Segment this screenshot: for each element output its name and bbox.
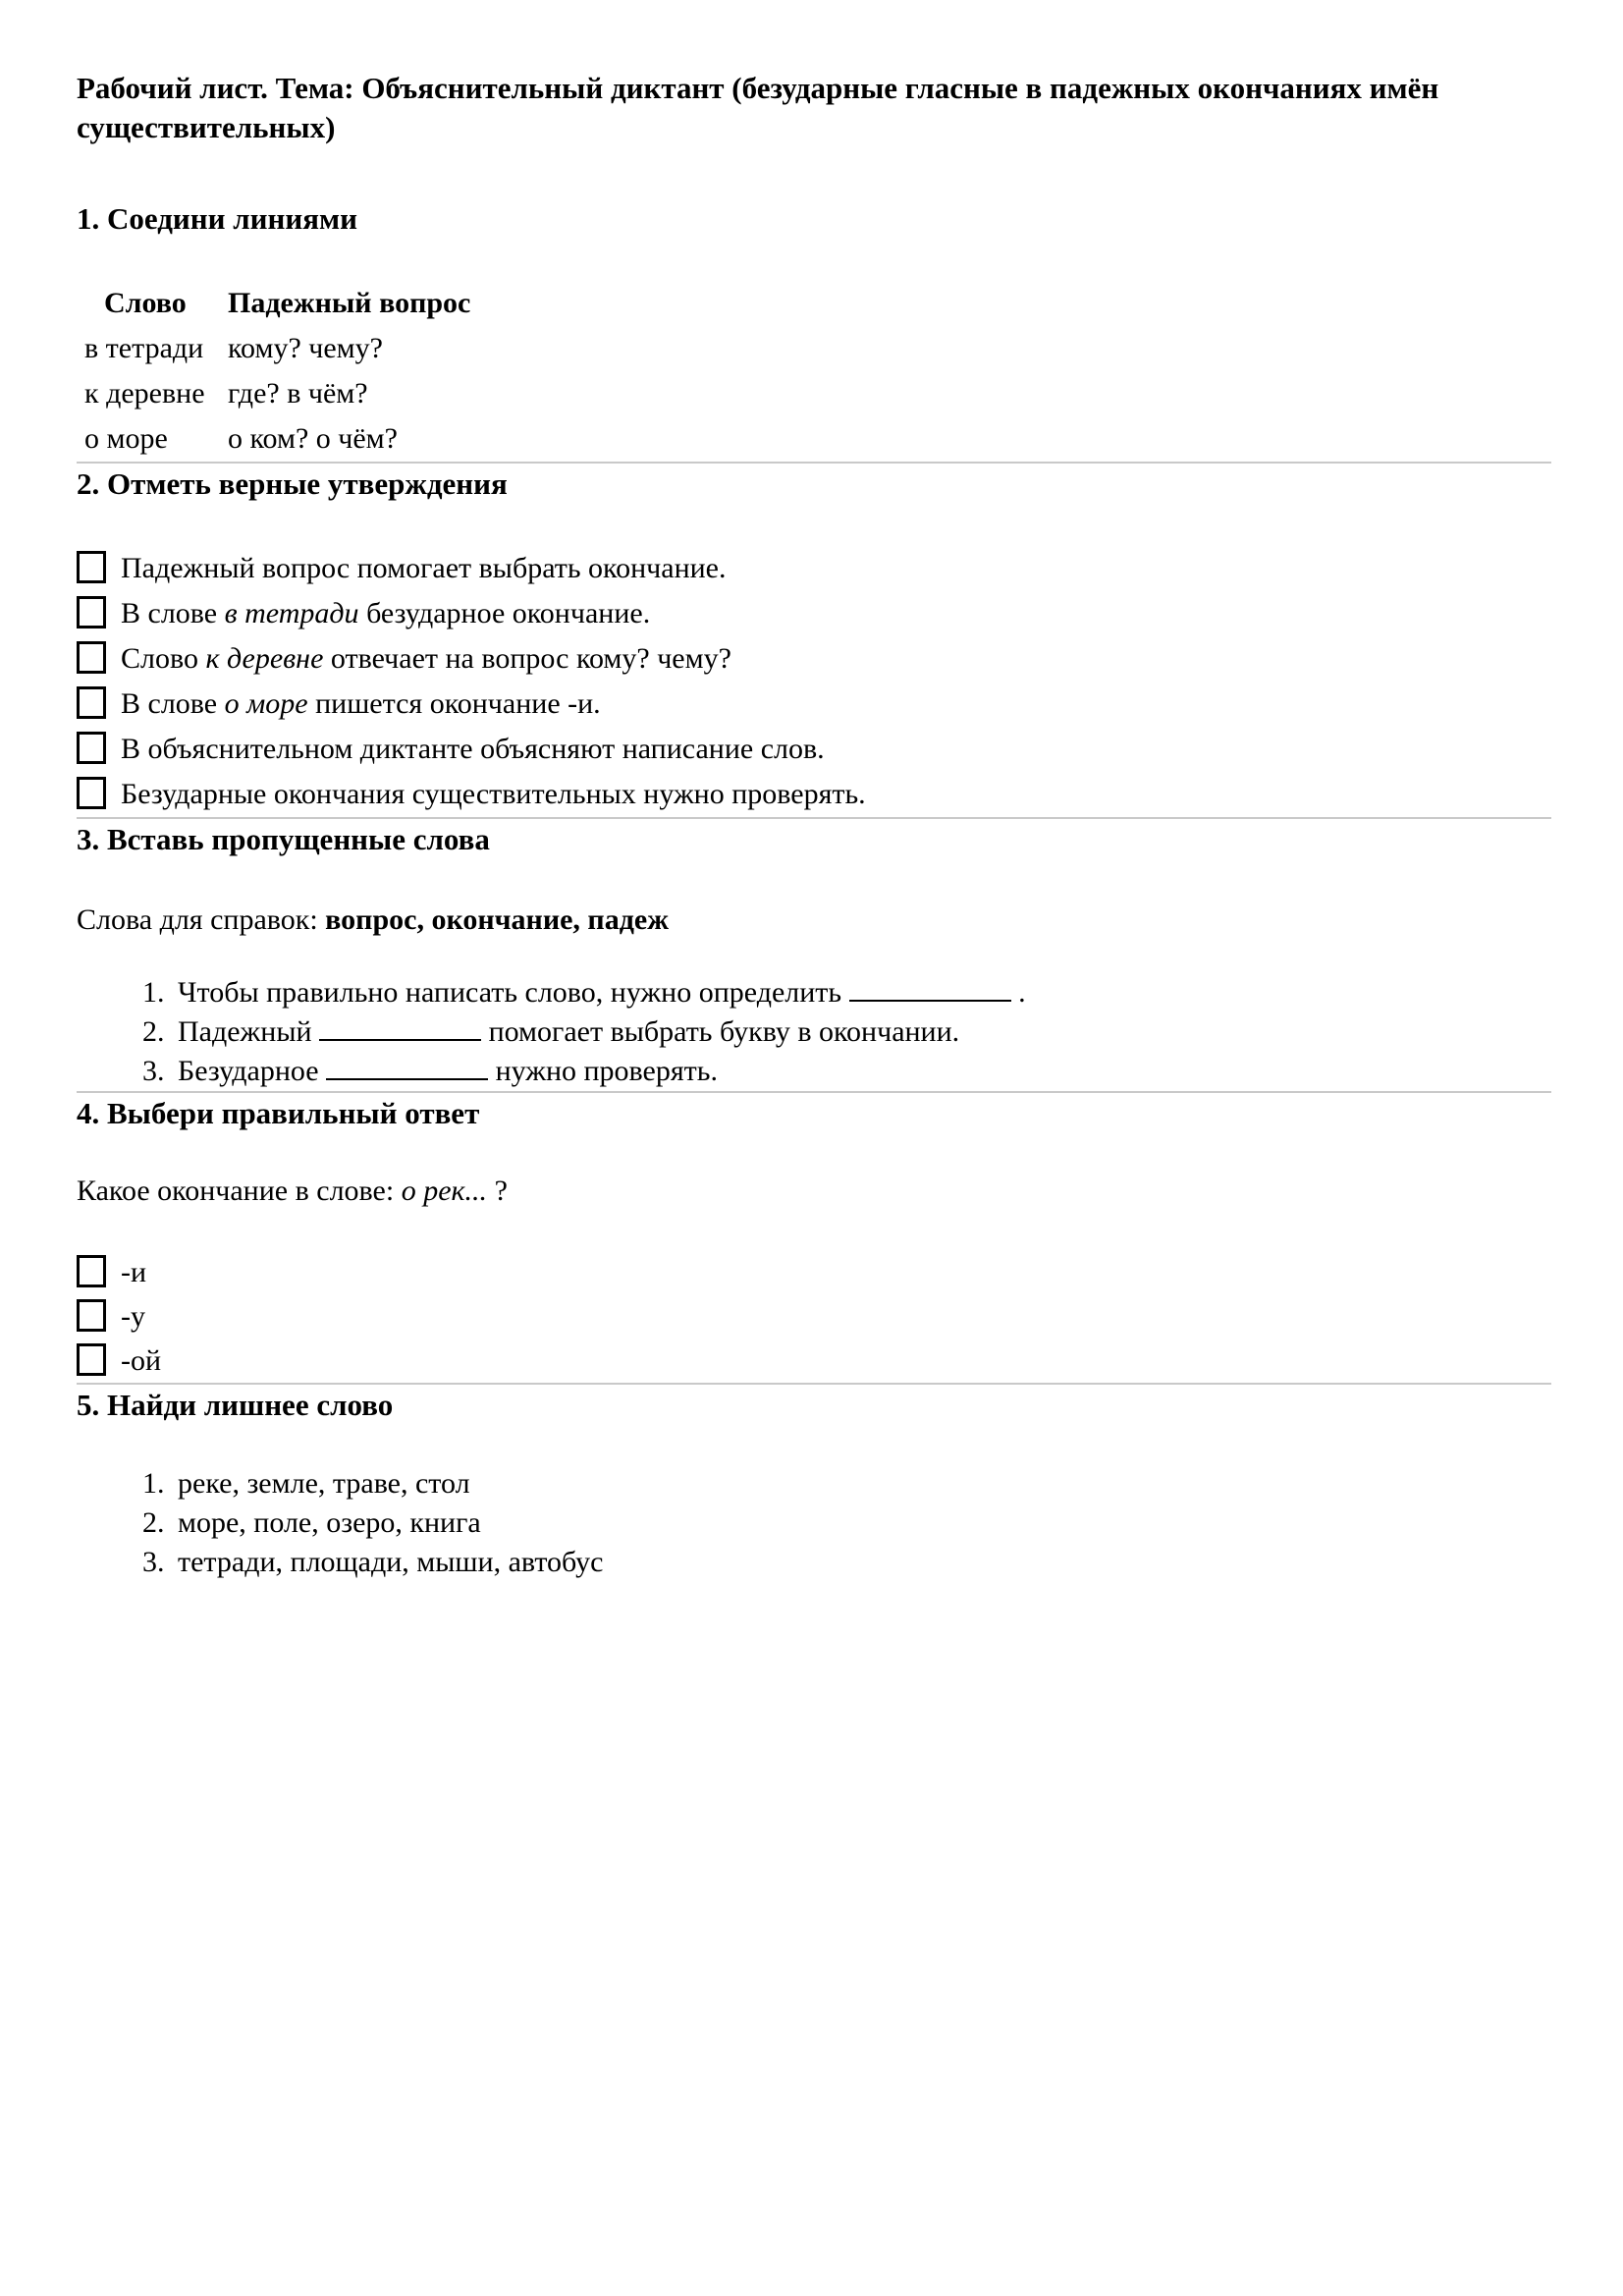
statement-text: В слове	[121, 597, 225, 629]
fill-sentence	[172, 973, 1551, 1012]
section-connect-lines	[77, 198, 1551, 462]
statement-text: Падежный вопрос помогает выбрать окончание.	[121, 552, 727, 584]
section2-heading: 2. Отметь верные утверждения	[77, 466, 508, 501]
question-word-italic: о рек...	[401, 1175, 488, 1207]
fill-in-blank[interactable]	[319, 1014, 481, 1042]
statement-italic: в тетради	[224, 597, 359, 629]
answer-option-row	[77, 1294, 1551, 1339]
section4-heading: 4. Выбери правильный ответ	[77, 1096, 480, 1130]
statement-row	[77, 636, 1551, 682]
match-col2-header: Падежный вопрос	[228, 287, 471, 319]
match-row[interactable]	[84, 416, 1551, 462]
section-fill-words	[77, 819, 1551, 1091]
match-word[interactable]: в тетради	[84, 332, 204, 364]
match-word[interactable]: о море	[84, 422, 168, 455]
checkbox-unchecked-icon[interactable]	[77, 777, 106, 809]
sentence-text: нужно проверять.	[488, 1055, 718, 1087]
answer-option-row	[77, 1250, 1551, 1294]
statement-row	[77, 546, 1551, 591]
checkbox-unchecked-icon[interactable]	[77, 1255, 106, 1287]
page-title: Рабочий лист. Тема: Объяснительный диктант (безударные гласные в падежных окончаниях имён существительных)	[77, 71, 1439, 144]
match-word[interactable]: к деревне	[84, 377, 205, 410]
statement-text: отвечает на вопрос кому? чему?	[323, 642, 731, 675]
question-text: ?	[487, 1175, 508, 1207]
sentence-text: помогает выбрать букву в окончании.	[481, 1015, 960, 1048]
match-question[interactable]: где? в чём?	[228, 377, 368, 410]
reference-words: вопрос, окончание, падеж	[325, 903, 669, 936]
statement-row	[77, 727, 1551, 772]
section3-heading: 3. Вставь пропущенные слова	[77, 822, 490, 856]
statement-text: безударное окончание.	[358, 597, 651, 629]
statement-row	[77, 772, 1551, 817]
match-question[interactable]: кому? чему?	[228, 332, 383, 364]
match-table	[84, 281, 1551, 462]
checkbox-unchecked-icon[interactable]	[77, 551, 106, 583]
checkbox-unchecked-icon[interactable]	[77, 732, 106, 764]
checkbox-unchecked-icon[interactable]	[77, 1299, 106, 1332]
word-groups-list	[77, 1464, 1551, 1582]
match-row[interactable]	[84, 326, 1551, 371]
sentence-text: Безударное	[178, 1055, 327, 1087]
statement-row	[77, 591, 1551, 636]
section-check-statements	[77, 464, 1551, 817]
sentence-text: Чтобы правильно написать слово, нужно определить	[178, 976, 849, 1009]
match-table-header	[84, 281, 1551, 326]
reference-words-label: Слова для справок:	[77, 903, 326, 936]
question-line	[77, 1169, 1551, 1214]
section1-heading: 1. Соедини линиями	[77, 201, 357, 236]
fill-sentence	[172, 1012, 1551, 1052]
statement-text: Безударные окончания существительных нужно проверять.	[121, 778, 866, 810]
checkbox-unchecked-icon[interactable]	[77, 686, 106, 719]
statement-italic: к деревне	[205, 642, 324, 675]
fill-in-blank[interactable]	[326, 1054, 488, 1081]
section-find-extra-word	[77, 1385, 1551, 1582]
statement-italic: о море	[224, 687, 308, 720]
match-row[interactable]	[84, 371, 1551, 416]
answer-option-label: -и	[121, 1256, 147, 1288]
match-question[interactable]: о ком? о чём?	[228, 422, 398, 455]
word-group: 2. море, поле, озеро, книга	[172, 1503, 1551, 1543]
word-group: 3. тетради, площади, мыши, автобус	[172, 1543, 1551, 1582]
fill-sentence	[172, 1052, 1551, 1091]
match-col1-header: Слово	[104, 287, 187, 319]
reference-words-line	[77, 898, 1551, 943]
section-choose-answer	[77, 1093, 1551, 1383]
checkbox-unchecked-icon[interactable]	[77, 596, 106, 629]
fill-in-blank[interactable]	[849, 975, 1011, 1003]
checkbox-unchecked-icon[interactable]	[77, 1343, 106, 1376]
answer-option-row	[77, 1339, 1551, 1383]
statement-text: пишется окончание -и.	[307, 687, 601, 720]
statement-text: В слове	[121, 687, 225, 720]
answer-option-label: -ой	[121, 1344, 162, 1377]
fill-words-list	[77, 973, 1551, 1091]
question-text: Какое окончание в слове:	[77, 1175, 402, 1207]
statement-text: Слово	[121, 642, 206, 675]
sentence-text: .	[1010, 976, 1026, 1009]
checkbox-unchecked-icon[interactable]	[77, 641, 106, 674]
answer-option-label: -у	[121, 1300, 145, 1333]
word-group: 1. реке, земле, траве, стол	[172, 1464, 1551, 1503]
section5-heading: 5. Найди лишнее слово	[77, 1388, 394, 1422]
sentence-text: Падежный	[178, 1015, 320, 1048]
statement-text: В объяснительном диктанте объясняют написание слов.	[121, 733, 825, 765]
statement-row	[77, 682, 1551, 727]
